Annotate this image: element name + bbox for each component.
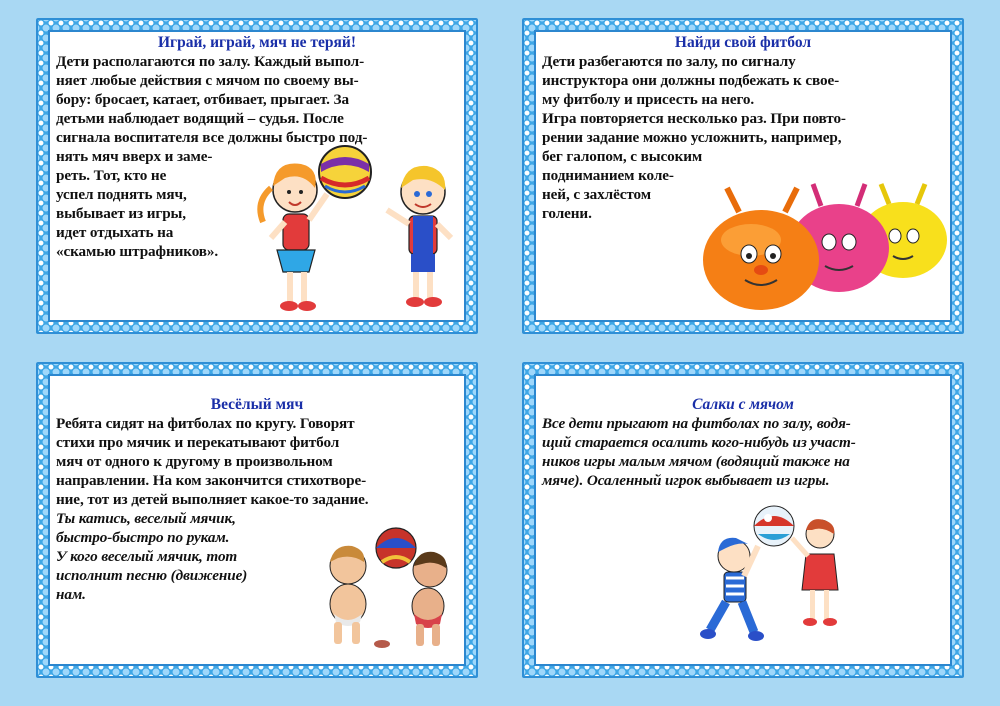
toddlers-with-ball-illustration (312, 522, 462, 652)
text-line: «скамью штрафников». (56, 243, 219, 260)
text-line: бору: бросает, катает, отбивает, прыгает. За (56, 91, 349, 108)
kids-playing-catch-illustration (696, 494, 856, 654)
card-inner (48, 374, 466, 666)
text-line: ние, тот из детей выполняет какое-то задание. (56, 491, 369, 508)
text-line: ней, с захлёстом (542, 186, 651, 203)
text-line: Все дети прыгают на фитболах по залу, водя- (542, 415, 851, 432)
toddler-right-figure (412, 552, 447, 646)
children-playing-ball-illustration (245, 142, 465, 322)
game-card-3 (36, 362, 478, 678)
card-inner (48, 30, 466, 322)
text-line: Дети разбегаются по залу, по сигналу (542, 53, 796, 70)
fitball-characters-illustration (681, 162, 951, 312)
poem-line: нам. (56, 586, 86, 603)
poem-line: Ты катись, веселый мячик, (56, 510, 236, 527)
text-line: Игра повторяется несколько раз. При повто- (542, 110, 846, 127)
text-line: сигнала воспитателя все должны быстро под- (56, 129, 368, 146)
text-line: щий старается осалить кого-нибудь из участ- (542, 434, 856, 451)
card-title: Салки с мячом (692, 396, 794, 413)
game-card-4 (522, 362, 964, 678)
game-card-1 (36, 18, 478, 334)
toddler-left-figure (330, 546, 366, 644)
girl-runner-figure (792, 519, 838, 626)
striped-ball-icon (319, 146, 371, 198)
game-card-2 (522, 18, 964, 334)
colorful-ball-icon (754, 506, 794, 546)
text-line: инструктора они должны подбежать к свое- (542, 72, 840, 89)
text-line: стихи про мячик и перекатывают фитбол (56, 434, 340, 451)
card-title: Играй, играй, мяч не теряй! (157, 34, 356, 51)
poem-line: исполнит песню (движение) (56, 567, 248, 584)
toy-icon (374, 640, 390, 648)
text-line: мяч от одного к другому в произвольном (56, 453, 333, 470)
text-line: му фитболу и присесть на него. (542, 91, 755, 108)
boy-figure (387, 166, 451, 307)
text-line: мяче). Осаленный игрок выбывает из игры. (542, 472, 830, 489)
text-line: голени. (542, 205, 592, 222)
text-line: выбывает из игры, (56, 205, 187, 222)
poem-line: У кого веселый мячик, тот (56, 548, 238, 565)
girl-figure (260, 163, 327, 311)
text-line: идет отдыхать на (56, 224, 174, 241)
text-line: бег галопом, с высоким (542, 148, 703, 165)
orange-fitball-icon (703, 188, 819, 310)
text-line: подниманием коле- (542, 167, 674, 184)
text-line: детьми наблюдает водящий – судья. После (56, 110, 344, 127)
text-line: успел поднять мяч, (56, 186, 187, 203)
text-line: Ребята сидят на фитболах по кругу. Говорят (56, 415, 355, 432)
text-line: Дети располагаются по залу. Каждый выпол- (56, 53, 365, 70)
text-line: реть. Тот, кто не (56, 167, 167, 184)
card-inner (534, 30, 952, 322)
text-line: направлении. На ком закончится стихотворе- (56, 472, 367, 489)
red-blue-ball-icon (376, 528, 416, 568)
text-line: нять мяч вверх и заме- (56, 148, 213, 165)
text-line: ников игры малым мячом (водящий также на (542, 453, 850, 470)
poem-line: быстро-быстро по рукам. (56, 529, 230, 546)
text-line: рении задание можно усложнить, например, (542, 129, 842, 146)
card-title: Найди свой фитбол (674, 34, 812, 51)
boy-runner-figure (700, 538, 764, 641)
card-inner (534, 374, 952, 666)
text-line: няет любые действия с мячом по своему вы- (56, 72, 359, 89)
card-text (542, 414, 944, 490)
card-title: Весёлый мяч (210, 396, 304, 413)
